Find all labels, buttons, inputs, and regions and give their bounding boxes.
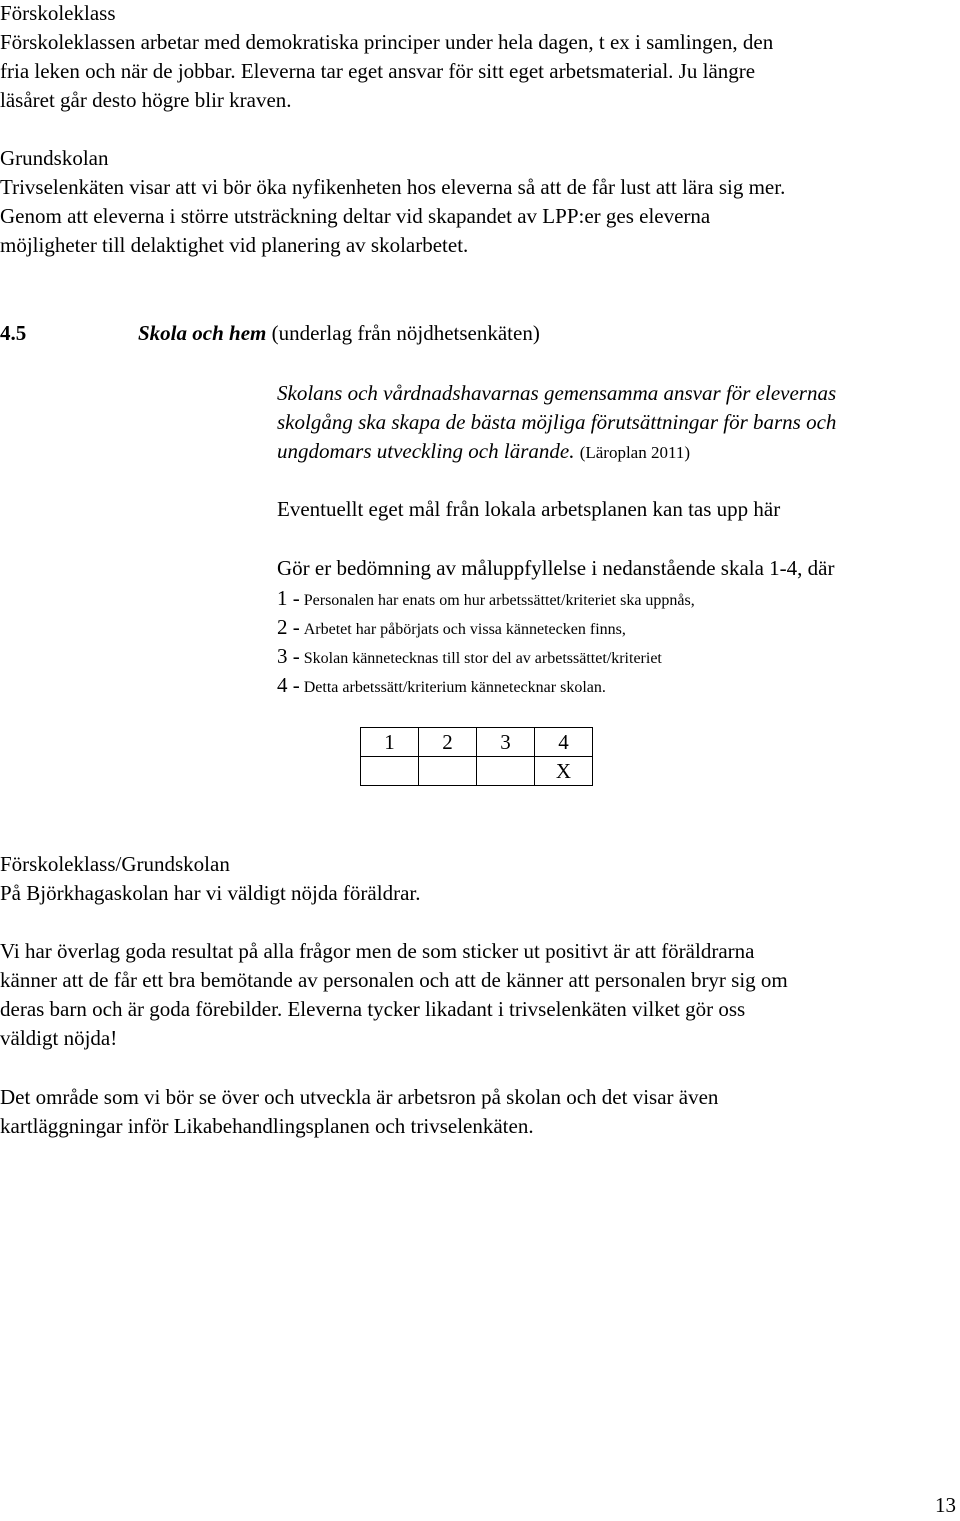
paragraph-line: Vi har överlag goda resultat på alla frågor men de som sticker ut positivt är att föräldrarna bbox=[0, 939, 755, 963]
quote-line: Skolans och vårdnadshavarnas gemensamma ansvar för elevernas bbox=[277, 381, 837, 405]
section-title-sub: (underlag från nöjdhetsenkäten) bbox=[271, 321, 540, 345]
section-title-main: Skola och hem bbox=[138, 321, 267, 345]
rating-mark-row bbox=[361, 757, 593, 786]
paragraph-line: Förskoleklassen arbetar med demokratiska principer under hela dagen, t ex i samlingen, den bbox=[0, 30, 774, 54]
scale-item-number: 2 - bbox=[277, 615, 300, 639]
scale-item-text: Arbetet har påbörjats och vissa kännetecken finns, bbox=[303, 621, 626, 638]
scale-item-number: 3 - bbox=[277, 644, 300, 668]
paragraph-line: läsåret går desto högre blir kraven. bbox=[0, 88, 292, 112]
scale-item-number: 4 - bbox=[277, 673, 300, 697]
paragraph-line: Trivselenkäten visar att vi bör öka nyfikenheten hos eleverna så att de får lust att lära sig mer. bbox=[0, 175, 786, 199]
quote-line: skolgång ska skapa de bästa möjliga förutsättningar för barns och bbox=[277, 410, 837, 434]
rating-header-cell: 4 bbox=[535, 728, 593, 757]
paragraph-line: kartläggningar inför Likabehandlingsplanen och trivselenkäten. bbox=[0, 1114, 534, 1138]
quote-source: (Läroplan 2011) bbox=[579, 443, 691, 462]
section-number: 4.5 bbox=[0, 321, 27, 345]
section-title bbox=[138, 320, 540, 346]
rating-header-cell: 3 bbox=[477, 728, 535, 757]
paragraph-line: deras barn och är goda förebilder. Eleverna tycker likadant i trivselenkäten vilket gör oss bbox=[0, 997, 746, 1021]
scale-item bbox=[277, 614, 626, 643]
section-heading-forskoleklass: Förskoleklass bbox=[0, 1, 116, 25]
rating-header-row bbox=[361, 728, 593, 757]
paragraph-line: På Björkhagaskolan har vi väldigt nöjda föräldrar. bbox=[0, 881, 421, 905]
rating-table bbox=[360, 727, 593, 786]
scale-item-text: Skolan kännetecknas till stor del av arbetssättet/kriteriet bbox=[303, 650, 662, 667]
scale-intro: Gör er bedömning av måluppfyllelse i nedanstående skala 1-4, där bbox=[277, 556, 835, 580]
goal-text: Eventuellt eget mål från lokala arbetsplanen kan tas upp här bbox=[277, 497, 781, 521]
quote-line: ungdomars utveckling och lärande. bbox=[277, 439, 575, 463]
quote-last-line bbox=[277, 436, 690, 468]
paragraph-line: Det område som vi bör se över och utveckla är arbetsron på skolan och det visar även bbox=[0, 1085, 719, 1109]
scale-item-number: 1 - bbox=[277, 586, 300, 610]
section-heading-forskoleklass-grundskolan: Förskoleklass/Grundskolan bbox=[0, 852, 230, 876]
scale-item bbox=[277, 585, 695, 614]
rating-mark-cell[interactable]: X bbox=[535, 757, 593, 786]
rating-mark-cell[interactable] bbox=[477, 757, 535, 786]
scale-item bbox=[277, 672, 606, 701]
paragraph-line: möjligheter till delaktighet vid planering av skolarbetet. bbox=[0, 233, 469, 257]
rating-mark-cell[interactable] bbox=[361, 757, 419, 786]
paragraph-line: fria leken och när de jobbar. Eleverna tar eget ansvar för sitt eget arbetsmaterial. Ju längre bbox=[0, 59, 756, 83]
scale-item-text: Detta arbetssätt/kriterium kännetecknar skolan. bbox=[303, 679, 606, 696]
page-number: 13 bbox=[935, 1493, 956, 1517]
paragraph-line: känner att de får ett bra bemötande av personalen och att de känner att personalen bryr sig om bbox=[0, 968, 788, 992]
section-heading-grundskolan: Grundskolan bbox=[0, 146, 109, 170]
rating-header-cell: 2 bbox=[419, 728, 477, 757]
rating-header-cell: 1 bbox=[361, 728, 419, 757]
scale-item-text: Personalen har enats om hur arbetssättet/kriteriet ska uppnås, bbox=[303, 592, 695, 609]
paragraph-line: Genom att eleverna i större utsträckning deltar vid skapandet av LPP:er ges eleverna bbox=[0, 204, 711, 228]
rating-mark-cell[interactable] bbox=[419, 757, 477, 786]
paragraph-line: väldigt nöjda! bbox=[0, 1026, 118, 1050]
scale-item bbox=[277, 643, 662, 672]
